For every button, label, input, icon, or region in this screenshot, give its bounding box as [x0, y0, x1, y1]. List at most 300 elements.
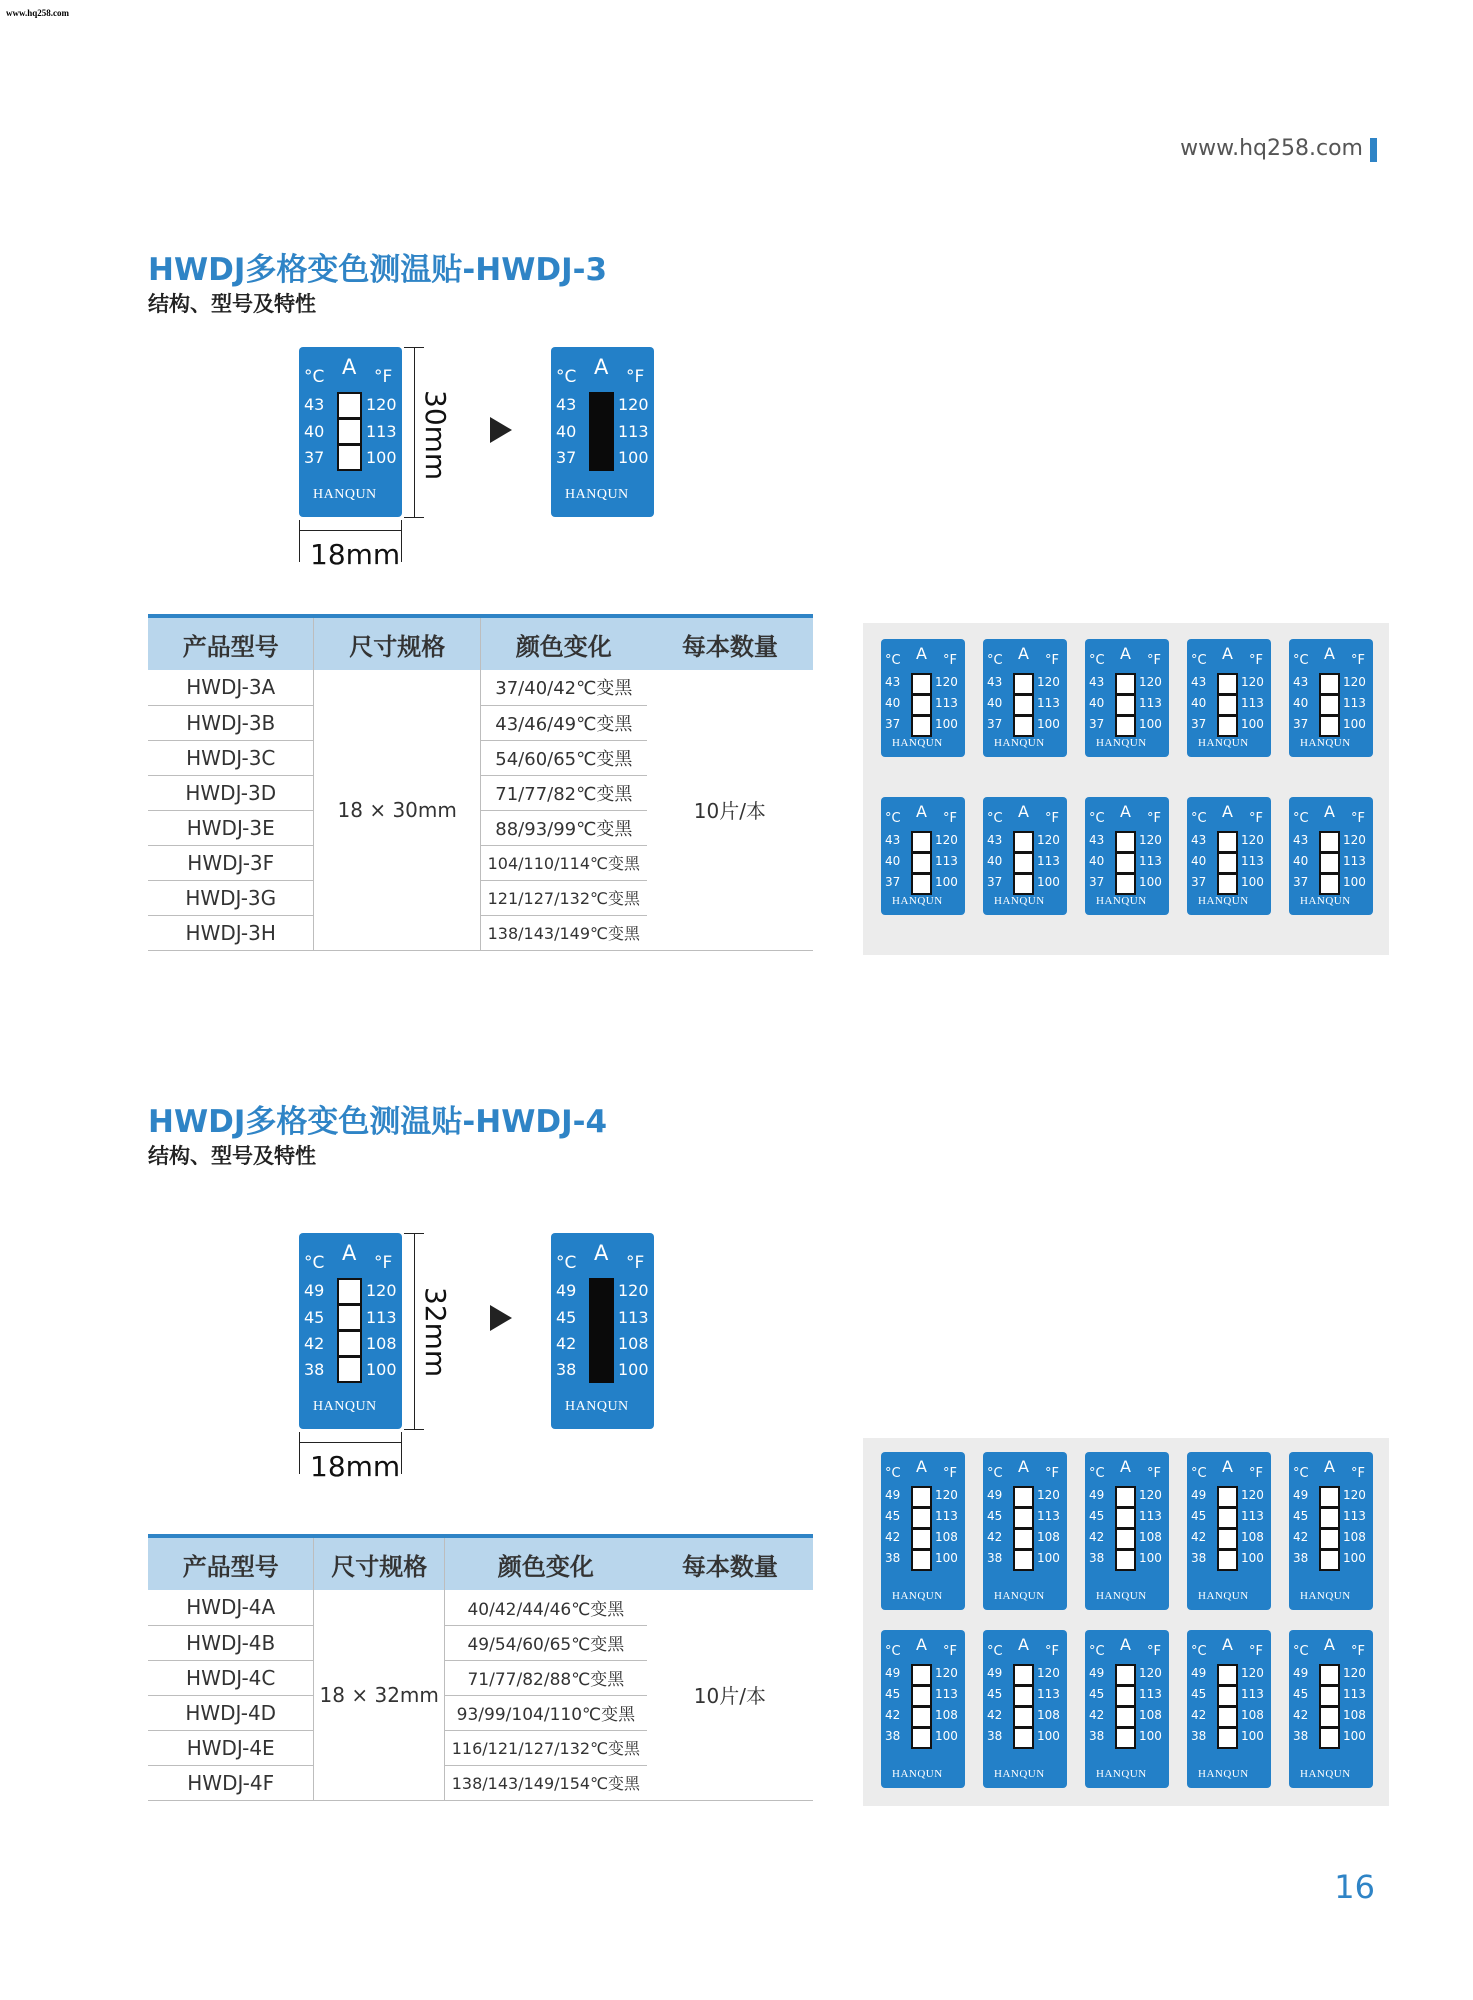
indicator-cell	[1115, 1664, 1136, 1686]
indicator-cell	[1319, 1549, 1340, 1571]
fahrenheit-unit: °F	[374, 367, 393, 387]
brand-name: HANQUN	[313, 1399, 377, 1414]
sheet-label	[1085, 1452, 1169, 1610]
size-cell: 18 × 32mm	[314, 1590, 445, 1800]
sheet-label	[1085, 639, 1169, 757]
celsius-unit: °C	[556, 367, 577, 387]
celsius-unit: °C	[1293, 1644, 1309, 1659]
celsius-value: 45	[1191, 1509, 1207, 1523]
indicator-cell	[1217, 1507, 1238, 1529]
indicator-cell	[1115, 1706, 1136, 1728]
fahrenheit-value: 113	[935, 1687, 958, 1701]
fahrenheit-value: 100	[1343, 1551, 1366, 1565]
indicator-cell	[1319, 1727, 1340, 1749]
label-sheet-hwdj-3	[863, 623, 1389, 955]
model-cell: HWDJ-4C	[148, 1660, 314, 1695]
celsius-value: 40	[885, 854, 901, 868]
model-cell: HWDJ-4F	[148, 1765, 314, 1800]
celsius-value: 40	[1089, 854, 1105, 868]
celsius-value: 40	[1293, 696, 1309, 710]
fahrenheit-value: 113	[1139, 696, 1162, 710]
indicator-cell	[1013, 715, 1034, 737]
celsius-unit: °C	[1191, 1466, 1207, 1481]
size-cell: 18 × 30mm	[314, 670, 480, 950]
indicator-cell	[1115, 694, 1136, 716]
sheet-label	[881, 1630, 965, 1788]
fahrenheit-value: 120	[1241, 675, 1264, 689]
celsius-unit: °C	[885, 1466, 901, 1481]
grade-letter: A	[916, 644, 927, 663]
celsius-value: 42	[1191, 1708, 1207, 1722]
indicator-cell	[1013, 1528, 1034, 1550]
fahrenheit-value: 120	[1343, 675, 1366, 689]
celsius-value: 42	[885, 1708, 901, 1722]
fahrenheit-value: 100	[1343, 717, 1366, 731]
fahrenheit-value: 120	[1139, 833, 1162, 847]
grade-letter: A	[594, 1241, 609, 1265]
sheet-label	[1187, 797, 1271, 915]
fahrenheit-value: 113	[1241, 1687, 1264, 1701]
sheet-label	[983, 1630, 1067, 1788]
fahrenheit-value: 100	[1139, 1729, 1162, 1743]
indicator-cell	[1013, 1727, 1034, 1749]
grade-letter: A	[1324, 1635, 1335, 1654]
fahrenheit-unit: °F	[943, 811, 957, 826]
celsius-value: 38	[987, 1729, 1003, 1743]
brand-name: HANQUN	[1300, 1768, 1351, 1780]
grade-letter: A	[916, 1457, 927, 1476]
grade-letter: A	[1018, 1457, 1029, 1476]
indicator-cell	[1319, 873, 1340, 895]
celsius-value: 42	[1089, 1708, 1105, 1722]
table-row	[148, 1590, 813, 1625]
indicator-cell	[337, 1356, 362, 1383]
sheet-label	[881, 639, 965, 757]
height-dimension-line	[414, 347, 415, 517]
dimension-tick	[401, 520, 402, 562]
width-dimension-line	[299, 1442, 402, 1443]
color-change-cell: 138/143/149℃变黑	[480, 915, 646, 950]
section-title-hwdj-3: HWDJ多格变色测温贴-HWDJ-3	[148, 252, 608, 288]
corner-url: www.hq258.com	[6, 8, 70, 18]
indicator-cell	[1013, 1685, 1034, 1707]
celsius-value: 42	[1293, 1530, 1309, 1544]
celsius-value: 49	[1191, 1488, 1207, 1502]
model-cell: HWDJ-3C	[148, 740, 314, 775]
height-dimension-label: 32mm	[419, 1287, 452, 1378]
fahrenheit-value: 100	[1343, 1729, 1366, 1743]
celsius-value: 45	[1089, 1687, 1105, 1701]
celsius-value: 40	[987, 696, 1003, 710]
brand-name: HANQUN	[1300, 895, 1351, 907]
fahrenheit-value: 100	[1037, 875, 1060, 889]
celsius-value: 45	[304, 1308, 325, 1327]
fahrenheit-value: 100	[618, 448, 649, 467]
indicator-cell	[1115, 1528, 1136, 1550]
model-cell: HWDJ-3H	[148, 915, 314, 950]
celsius-value: 45	[885, 1687, 901, 1701]
label-after-3	[551, 347, 654, 517]
fahrenheit-value: 120	[935, 1666, 958, 1680]
celsius-value: 43	[304, 395, 325, 414]
fahrenheit-value: 113	[1241, 696, 1264, 710]
fahrenheit-value: 100	[1241, 875, 1264, 889]
fahrenheit-value: 108	[1343, 1708, 1366, 1722]
sheet-label	[1289, 1452, 1373, 1610]
color-change-cell: 37/40/42℃变黑	[480, 670, 646, 705]
celsius-value: 37	[1191, 717, 1207, 731]
celsius-value: 38	[1089, 1551, 1105, 1565]
fahrenheit-value: 108	[1139, 1530, 1162, 1544]
celsius-value: 40	[556, 422, 577, 441]
label-after-4	[551, 1233, 654, 1429]
indicator-cell	[1217, 1486, 1238, 1508]
indicator-cell	[911, 1685, 932, 1707]
model-cell: HWDJ-3D	[148, 775, 314, 810]
fahrenheit-unit: °F	[1147, 653, 1161, 668]
quantity-cell: 10片/本	[647, 1590, 813, 1800]
fahrenheit-value: 120	[1037, 1488, 1060, 1502]
fahrenheit-value: 120	[935, 675, 958, 689]
fahrenheit-value: 113	[1241, 1509, 1264, 1523]
fahrenheit-value: 120	[1037, 1666, 1060, 1680]
dimension-tick	[404, 347, 424, 348]
celsius-value: 45	[1293, 1687, 1309, 1701]
col-header-color-change: 颜色变化	[480, 616, 646, 670]
arrow-right-icon	[490, 1305, 512, 1331]
celsius-unit: °C	[1191, 653, 1207, 668]
height-dimension-line	[414, 1233, 415, 1429]
celsius-value: 49	[885, 1488, 901, 1502]
celsius-unit: °C	[1293, 811, 1309, 826]
fahrenheit-unit: °F	[626, 1253, 645, 1273]
fahrenheit-value: 113	[618, 1308, 649, 1327]
fahrenheit-value: 120	[366, 1281, 397, 1300]
celsius-value: 38	[1191, 1729, 1207, 1743]
brand-name: HANQUN	[1096, 1590, 1147, 1602]
color-change-cell: 43/46/49℃变黑	[480, 705, 646, 740]
celsius-value: 49	[987, 1666, 1003, 1680]
sheet-label	[983, 797, 1067, 915]
dimension-tick	[404, 1233, 424, 1234]
header-accent-bar	[1370, 138, 1377, 162]
indicator-cell	[1013, 1549, 1034, 1571]
indicator-cell	[1013, 852, 1034, 874]
fahrenheit-value: 100	[1241, 1729, 1264, 1743]
color-change-cell: 104/110/114℃变黑	[480, 845, 646, 880]
celsius-value: 42	[1089, 1530, 1105, 1544]
sheet-label	[1187, 1630, 1271, 1788]
fahrenheit-value: 120	[618, 395, 649, 414]
fahrenheit-value: 113	[1343, 1509, 1366, 1523]
grade-letter: A	[916, 802, 927, 821]
fahrenheit-value: 108	[1037, 1530, 1060, 1544]
celsius-value: 37	[1191, 875, 1207, 889]
indicator-cell	[1115, 1549, 1136, 1571]
dimension-tick	[404, 1429, 424, 1430]
fahrenheit-value: 100	[366, 1360, 397, 1379]
grade-letter: A	[1222, 644, 1233, 663]
fahrenheit-value: 100	[1139, 875, 1162, 889]
sheet-label	[983, 1452, 1067, 1610]
model-cell: HWDJ-4D	[148, 1695, 314, 1730]
fahrenheit-value: 100	[1037, 1729, 1060, 1743]
celsius-value: 37	[987, 717, 1003, 731]
celsius-value: 43	[885, 833, 901, 847]
col-header-model: 产品型号	[148, 1536, 314, 1590]
celsius-value: 43	[1293, 833, 1309, 847]
indicator-cell	[1217, 873, 1238, 895]
grade-letter: A	[594, 355, 609, 379]
brand-name: HANQUN	[1300, 737, 1351, 749]
indicator-cell	[1217, 1727, 1238, 1749]
indicator-cell	[1013, 1706, 1034, 1728]
sheet-label	[1085, 797, 1169, 915]
celsius-unit: °C	[1293, 653, 1309, 668]
celsius-unit: °C	[304, 1253, 325, 1273]
celsius-value: 38	[1191, 1551, 1207, 1565]
color-change-cell: 93/99/104/110℃变黑	[445, 1695, 647, 1730]
celsius-unit: °C	[1089, 1644, 1105, 1659]
indicator-cell	[337, 1330, 362, 1357]
fahrenheit-value: 120	[935, 1488, 958, 1502]
celsius-value: 45	[1191, 1687, 1207, 1701]
fahrenheit-unit: °F	[1147, 1644, 1161, 1659]
grade-letter: A	[1120, 1635, 1131, 1654]
fahrenheit-value: 113	[935, 854, 958, 868]
color-change-cell: 40/42/44/46℃变黑	[445, 1590, 647, 1625]
fahrenheit-value: 108	[935, 1530, 958, 1544]
celsius-value: 43	[885, 675, 901, 689]
celsius-unit: °C	[885, 653, 901, 668]
grade-letter: A	[1222, 1635, 1233, 1654]
celsius-value: 45	[556, 1308, 577, 1327]
celsius-unit: °C	[1089, 653, 1105, 668]
fahrenheit-value: 100	[935, 1729, 958, 1743]
fahrenheit-unit: °F	[943, 1644, 957, 1659]
fahrenheit-unit: °F	[943, 653, 957, 668]
brand-name: HANQUN	[1096, 737, 1147, 749]
celsius-unit: °C	[1089, 811, 1105, 826]
color-change-cell: 54/60/65℃变黑	[480, 740, 646, 775]
indicator-cell	[1013, 694, 1034, 716]
brand-name: HANQUN	[565, 487, 629, 502]
indicator-cell	[911, 673, 932, 695]
celsius-value: 43	[987, 675, 1003, 689]
fahrenheit-unit: °F	[1249, 1644, 1263, 1659]
section-subtitle: 结构、型号及特性	[148, 1144, 316, 1168]
section-subtitle: 结构、型号及特性	[148, 292, 316, 316]
celsius-value: 37	[1089, 875, 1105, 889]
fahrenheit-unit: °F	[1351, 1466, 1365, 1481]
celsius-unit: °C	[556, 1253, 577, 1273]
fahrenheit-unit: °F	[1147, 811, 1161, 826]
grade-letter: A	[1222, 1457, 1233, 1476]
celsius-value: 43	[1089, 833, 1105, 847]
fahrenheit-value: 113	[1343, 1687, 1366, 1701]
celsius-value: 49	[1089, 1488, 1105, 1502]
indicator-cell	[1217, 1685, 1238, 1707]
col-header-size: 尺寸规格	[314, 616, 480, 670]
indicator-cell	[1319, 673, 1340, 695]
height-dimension-label: 30mm	[419, 390, 452, 481]
table-row	[148, 670, 813, 705]
fahrenheit-value: 113	[618, 422, 649, 441]
celsius-value: 37	[1293, 717, 1309, 731]
grade-letter: A	[1324, 1457, 1335, 1476]
indicator-cell	[1217, 673, 1238, 695]
color-change-cell: 71/77/82/88℃变黑	[445, 1660, 647, 1695]
brand-name: HANQUN	[1300, 1590, 1351, 1602]
indicator-cell	[337, 1278, 362, 1305]
fahrenheit-unit: °F	[1249, 1466, 1263, 1481]
fahrenheit-value: 100	[1037, 1551, 1060, 1565]
fahrenheit-unit: °F	[1351, 811, 1365, 826]
indicator-cell	[1115, 852, 1136, 874]
blackened-indicator	[589, 1278, 614, 1383]
model-cell: HWDJ-4B	[148, 1625, 314, 1660]
celsius-value: 49	[1293, 1488, 1309, 1502]
fahrenheit-value: 120	[1139, 1666, 1162, 1680]
celsius-value: 37	[885, 875, 901, 889]
indicator-cell	[1319, 1507, 1340, 1529]
col-header-quantity: 每本数量	[647, 1536, 813, 1590]
celsius-value: 40	[987, 854, 1003, 868]
indicator-cell	[1319, 852, 1340, 874]
fahrenheit-value: 113	[1037, 854, 1060, 868]
fahrenheit-unit: °F	[1045, 811, 1059, 826]
fahrenheit-value: 100	[1241, 717, 1264, 731]
celsius-value: 38	[987, 1551, 1003, 1565]
label-before-3	[299, 347, 402, 517]
grade-letter: A	[1120, 802, 1131, 821]
celsius-value: 42	[987, 1530, 1003, 1544]
sheet-label	[1289, 797, 1373, 915]
indicator-cell	[1115, 715, 1136, 737]
sheet-label	[1289, 1630, 1373, 1788]
celsius-value: 43	[1191, 675, 1207, 689]
sheet-label	[881, 1452, 965, 1610]
fahrenheit-unit: °F	[1351, 653, 1365, 668]
fahrenheit-value: 120	[1037, 675, 1060, 689]
indicator-cell	[1217, 694, 1238, 716]
indicator-cell	[1115, 1486, 1136, 1508]
model-cell: HWDJ-3B	[148, 705, 314, 740]
brand-name: HANQUN	[313, 487, 377, 502]
indicator-cell	[1115, 1685, 1136, 1707]
indicator-cell	[1319, 1486, 1340, 1508]
celsius-unit: °C	[885, 811, 901, 826]
fahrenheit-value: 113	[1139, 854, 1162, 868]
celsius-unit: °C	[1191, 811, 1207, 826]
fahrenheit-unit: °F	[1045, 1466, 1059, 1481]
fahrenheit-unit: °F	[1147, 1466, 1161, 1481]
celsius-value: 42	[885, 1530, 901, 1544]
brand-name: HANQUN	[892, 1590, 943, 1602]
brand-name: HANQUN	[1198, 1768, 1249, 1780]
celsius-value: 49	[1089, 1666, 1105, 1680]
brand-name: HANQUN	[1198, 1590, 1249, 1602]
grade-letter: A	[342, 1241, 357, 1265]
label-sheet-hwdj-4	[863, 1438, 1389, 1806]
fahrenheit-value: 108	[1241, 1530, 1264, 1544]
celsius-value: 37	[556, 448, 577, 467]
fahrenheit-value: 120	[1241, 833, 1264, 847]
color-change-cell: 116/121/127/132℃变黑	[445, 1730, 647, 1765]
brand-name: HANQUN	[892, 895, 943, 907]
col-header-model: 产品型号	[148, 616, 314, 670]
brand-name: HANQUN	[1198, 737, 1249, 749]
sheet-label	[1085, 1630, 1169, 1788]
fahrenheit-value: 108	[1343, 1530, 1366, 1544]
brand-name: HANQUN	[994, 737, 1045, 749]
model-cell: HWDJ-4A	[148, 1590, 314, 1625]
width-dimension-label: 18mm	[310, 538, 401, 571]
fahrenheit-unit: °F	[1249, 811, 1263, 826]
fahrenheit-unit: °F	[1045, 653, 1059, 668]
fahrenheit-value: 100	[935, 875, 958, 889]
grade-letter: A	[1222, 802, 1233, 821]
celsius-value: 49	[885, 1666, 901, 1680]
celsius-unit: °C	[304, 367, 325, 387]
fahrenheit-value: 100	[1343, 875, 1366, 889]
color-change-cell: 121/127/132℃变黑	[480, 880, 646, 915]
celsius-value: 49	[556, 1281, 577, 1300]
website-url: www.hq258.com	[1180, 136, 1363, 161]
celsius-value: 38	[1089, 1729, 1105, 1743]
celsius-value: 37	[1293, 875, 1309, 889]
indicator-cell	[1013, 673, 1034, 695]
indicator-cell	[1013, 873, 1034, 895]
fahrenheit-value: 113	[1037, 696, 1060, 710]
celsius-value: 37	[987, 875, 1003, 889]
celsius-value: 38	[304, 1360, 325, 1379]
col-header-color-change: 颜色变化	[445, 1536, 647, 1590]
indicator-cell	[1217, 1549, 1238, 1571]
brand-name: HANQUN	[1198, 895, 1249, 907]
indicator-cell	[1013, 1486, 1034, 1508]
celsius-value: 38	[885, 1551, 901, 1565]
celsius-value: 38	[1293, 1551, 1309, 1565]
fahrenheit-unit: °F	[374, 1253, 393, 1273]
brand-name: HANQUN	[892, 737, 943, 749]
fahrenheit-unit: °F	[943, 1466, 957, 1481]
dimension-tick	[401, 1432, 402, 1474]
fahrenheit-value: 113	[1343, 696, 1366, 710]
celsius-value: 45	[1293, 1509, 1309, 1523]
fahrenheit-value: 100	[1139, 1551, 1162, 1565]
indicator-cell	[1319, 1706, 1340, 1728]
spec-table-hwdj-3	[148, 614, 813, 951]
dimension-tick	[404, 517, 424, 518]
dimension-tick	[299, 520, 300, 562]
indicator-cell	[1115, 673, 1136, 695]
celsius-value: 42	[304, 1334, 325, 1353]
fahrenheit-unit: °F	[626, 367, 645, 387]
fahrenheit-value: 120	[1241, 1666, 1264, 1680]
celsius-value: 37	[885, 717, 901, 731]
celsius-value: 45	[987, 1687, 1003, 1701]
indicator-cell	[1319, 1685, 1340, 1707]
indicator-cell	[1115, 1727, 1136, 1749]
indicator-cell	[1319, 831, 1340, 853]
indicator-cell	[1319, 1664, 1340, 1686]
model-cell: HWDJ-4E	[148, 1730, 314, 1765]
fahrenheit-value: 100	[1139, 717, 1162, 731]
indicator-cell	[1319, 694, 1340, 716]
fahrenheit-value: 120	[1139, 675, 1162, 689]
fahrenheit-value: 113	[1139, 1687, 1162, 1701]
